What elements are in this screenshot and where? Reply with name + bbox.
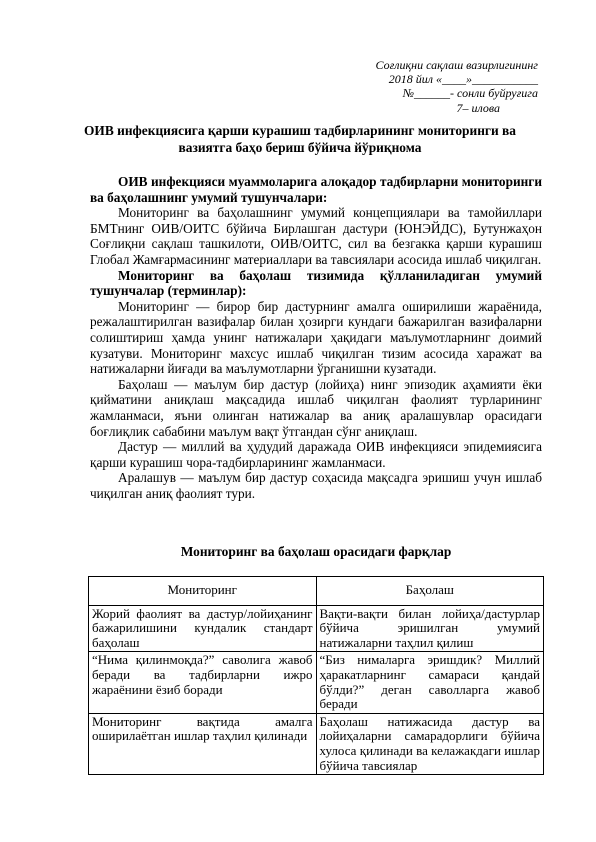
paragraph-concepts: Мониторинг ва баҳолашнинг умумий концепциялари ва тамойиллари БМТнинг ОИВ/ОИТС бўйича Бирлашган дастури (ЮНЭЙДС), Бутунжаҳон Соғлиқни сақлаш ташкилоти, ОИВ/ОИТС, сил ва безгакка қарши курашиш Глобал Жамғармасининг материаллари ва тавсиялари асосида ишлаб чиқилган. bbox=[90, 205, 542, 267]
paragraph-monitoring: Мониторинг — бирор бир дастурнинг амалга оширилиши жараёнида, режалаштирилган вазифалар билан ҳозирги кундаги бажарилган вазифаларни солиштириш ҳамда унинг натижалари ҳақидаги маълумотларнинг доимий кузатуви. Мониторинг махсус ишлаб чиқилган тизим асосида харажат ва натижаларни йиғади ва маълумотларни ўрганишни кузатади. bbox=[90, 298, 542, 377]
section-heading-terms: Мониторинг ва баҳолаш тизимида қўлланиладиган умумий тушунчалар (терминлар): bbox=[90, 267, 542, 299]
column-header-evaluation: Баҳолаш bbox=[316, 577, 544, 606]
paragraph-program: Дастур — миллий ва ҳудудий даражада ОИВ инфекцияси эпидемиясига қарши курашиш чора-тадбирларининг жамланмаси. bbox=[90, 439, 542, 470]
table-cell: Мониторинг вақтида амалга оширилаётган ишлар таҳлил қилинади bbox=[89, 713, 317, 774]
table-cell: “Нима қилинмоқда?” саволига жавоб беради ва тадбирларни ижро жараёнини ёзиб боради bbox=[89, 652, 317, 713]
approval-header bbox=[318, 58, 538, 115]
document-title: ОИВ инфекциясига қарши курашиш тадбирларининг мониторинги ва вазиятга баҳо бериш бўйича йўриқнома bbox=[84, 123, 516, 155]
table-cell: Жорий фаолият ва дастур/лойиҳанинг бажарилишини кундалик стандарт баҳолаш bbox=[89, 605, 317, 652]
table-row bbox=[89, 605, 544, 652]
header-line-3: №______- сонли буйруғига bbox=[402, 86, 538, 101]
header-line-2: 2018 йил «____»___________ bbox=[388, 72, 538, 87]
section-heading-concepts: ОИВ инфекцияси муаммоларига алоқадор тадбирларни мониторинги ва баҳолашнинг умумий тушунчалари: bbox=[90, 174, 542, 205]
column-header-monitoring: Мониторинг bbox=[89, 577, 317, 606]
table-caption: Мониторинг ва баҳолаш орасидаги фарқлар bbox=[180, 544, 452, 559]
document-body bbox=[90, 174, 542, 501]
comparison-table bbox=[88, 576, 544, 775]
header-line-1: Соғлиқни сақлаш вазирлигининг bbox=[375, 58, 538, 72]
table-cell: Вақти-вақти билан лойиҳа/дастурлар бўйича эришилган умумий натижаларни таҳлил қилиш bbox=[316, 605, 544, 652]
table-row bbox=[89, 713, 544, 774]
table-cell: Баҳолаш натижасида дастур ва лойиҳаларни самарадорлиги бўйича хулоса қилинади ва келажакдаги ишлар бўйича тавсиялар bbox=[316, 713, 544, 774]
paragraph-intervention: Аралашув — маълум бир дастур соҳасида мақсадга эришиш учун ишлаб чиқилган аниқ фаолият тури. bbox=[90, 470, 542, 501]
header-line-4: 7– илова bbox=[456, 100, 500, 115]
paragraph-evaluation: Баҳолаш — маълум бир дастур (лойиҳа) нинг эпизодик аҳамияти ёки қийматини аниқлаш мақсадида ишлаб чиқилган фаолият турларининг жамланмаси, яъни олинган натижалар ва аниқ аралашувлар орасидаги боғлиқлик сабабини маълум вақт ўтгандан сўнг аниқлаш. bbox=[90, 376, 542, 439]
table-row bbox=[89, 652, 544, 713]
table-header-row bbox=[89, 577, 544, 606]
table-cell: “Биз нималарга эришдик? Миллий ҳаракатларнинг самараси қандай бўлди?” деган саволларга жавоб беради bbox=[316, 652, 544, 713]
